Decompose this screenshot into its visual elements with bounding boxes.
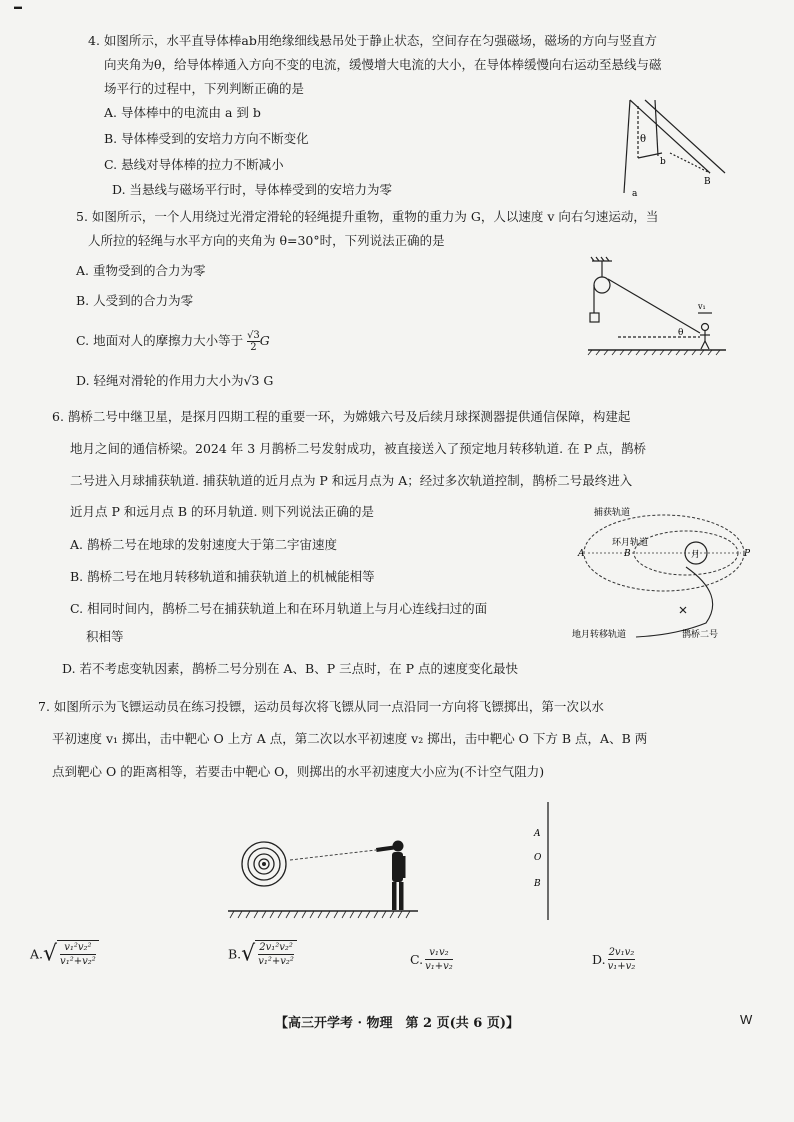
q6-stem-line-3: 二号进入月球捕获轨道. 捕获轨道的近月点为 P 和远月点为 A；经过多次轨道控制，鹊桥二号最终进入 xyxy=(70,473,633,488)
q7-answer-c-label: C. xyxy=(410,952,424,967)
q7-answer-c xyxy=(410,946,455,973)
q6-circular-orbit-label: 环月轨道 xyxy=(612,538,649,548)
q7-point-a-label: A xyxy=(534,829,541,839)
q4-a-label: a xyxy=(632,189,638,199)
q4-stem-line-2: 向夹角为θ，给导体棒通入方向不变的电流，缓慢增大电流的大小，在导体棒缓慢向右运动至悬线与磁 xyxy=(104,57,662,72)
q7-answer-d xyxy=(592,946,637,973)
q5-velocity-label: v₁ xyxy=(698,302,706,311)
q4-figure xyxy=(600,98,730,198)
q7-answer-d-label: D. xyxy=(592,952,606,967)
q7-answer-a: A.√ $\frac{\text{v₁²v₂²}}{\text{v₁²+v₂²}}$ xyxy=(30,940,99,968)
q5-option-b: B. 人受到的合力为零 xyxy=(76,293,194,308)
q5-theta-label: θ xyxy=(678,328,684,338)
q7-answer-b-den: v₁²+v₂² xyxy=(258,956,294,967)
q7-answer-b: B.√ $\frac{\text{2v₁²v₂²}}{\text{v₁²+v₂²}}$ xyxy=(228,940,297,968)
q6-transfer-orbit-label: 地月转移轨道 xyxy=(572,630,627,640)
q7-stem-line-3: 点到靶心 O 的距离相等，若要击中靶心 O，则掷出的水平初速度大小应为(不计空气阻力) xyxy=(52,764,545,779)
q5-option-d xyxy=(76,372,273,390)
q4-B-label: B xyxy=(704,177,711,187)
q4-option-b: B. 导体棒受到的安培力方向不断变化 xyxy=(104,131,309,146)
q7-point-o-label: O xyxy=(534,853,542,863)
q6-moon-label: 月 xyxy=(691,550,701,560)
q5-option-a: A. 重物受到的合力为零 xyxy=(76,263,206,278)
q5-option-c-text: C. 地面对人的摩擦力大小等于 xyxy=(76,333,244,348)
q6-option-c-line-2: 积相等 xyxy=(86,629,124,644)
q5-option-c xyxy=(76,330,270,353)
q5-option-d-text: D. 轻绳对滑轮的作用力大小为 xyxy=(76,373,244,388)
q6-stem-line-2: 地月之间的通信桥梁。2024 年 3 月鹊桥二号发射成功，被直接送入了预定地月转移轨道. 在 P 点，鹊桥 xyxy=(70,441,646,456)
q5-stem-line-2: 人所拉的轻绳与水平方向的夹角为 θ=30°时，下列说法正确的是 xyxy=(88,233,445,248)
q4-option-d: D. 当悬线与磁场平行时，导体棒受到的安培力为零 xyxy=(112,182,393,197)
q4-option-c: C. 悬线对导体棒的拉力不断减小 xyxy=(104,157,284,172)
q6-capture-orbit-label: 捕获轨道 xyxy=(594,508,631,518)
q7-scene-figure xyxy=(228,826,428,924)
q7-target-side-figure xyxy=(528,800,568,924)
q7-answer-a-label: A. xyxy=(30,946,44,962)
q6-option-c-line-1: C. 相同时间内，鹊桥二号在捕获轨道上和在环月轨道上与月心连线扫过的面 xyxy=(70,601,488,616)
q6-stem-line-1: 6. 鹊桥二号中继卫星，是探月四期工程的重要一环，为嫦娥六号及后续月球探测器提供通信保障，构建起 xyxy=(52,409,631,424)
q5-option-c-tail: G xyxy=(259,333,270,348)
watermark-letter: W xyxy=(740,1012,753,1027)
q7-answer-a-den: v₁²+v₂² xyxy=(60,956,96,967)
q7-point-b-label: B xyxy=(534,879,541,889)
q4-theta-label: θ xyxy=(640,134,647,145)
q6-stem-line-4: 近月点 P 和远月点 B 的环月轨道. 则下列说法正确的是 xyxy=(70,504,374,519)
q6-point-a-label: A xyxy=(578,549,585,559)
q6-option-b: B. 鹊桥二号在地月转移轨道和捕获轨道上的机械能相等 xyxy=(70,569,375,584)
q5-option-d-math: √3 G xyxy=(243,373,274,388)
q5-figure xyxy=(588,255,728,363)
q4-option-a: A. 导体棒中的电流由 a 到 b xyxy=(104,105,261,120)
q6-option-d: D. 若不考虑变轨因素，鹊桥二号分别在 A、B、P 三点时，在 P 点的速度变化最快 xyxy=(62,661,518,676)
q5-stem-line-1: 5. 如图所示，一个人用绕过光滑定滑轮的轻绳提升重物，重物的重力为 G，人以速度 v 向右匀速运动，当 xyxy=(76,209,659,224)
q6-satellite-label: 鹊桥二号 xyxy=(682,630,719,640)
q7-answer-d-den: v₁+v₂ xyxy=(607,961,636,972)
page-footer: 【高三开学考 · 物理 第 2 页(共 6 页)】 xyxy=(274,1016,520,1031)
q6-point-p-label: P xyxy=(744,549,751,559)
q7-answer-a-num: v₁²v₂² xyxy=(60,941,96,955)
q4-stem-line-3: 场平行的过程中，下列判断正确的是 xyxy=(104,81,305,96)
q7-answer-c-num: v₁v₂ xyxy=(425,946,453,960)
q7-stem-line-2: 平初速度 v₁ 掷出，击中靶心 O 上方 A 点，第二次以水平初速度 v₂ 掷出，击中靶心 O 下方 B 点，A、B 两 xyxy=(52,731,648,746)
q7-answer-b-num: 2v₁²v₂² xyxy=(259,942,293,953)
q7-answer-c-den: v₁+v₂ xyxy=(425,961,453,972)
q5-option-c-num: √3 xyxy=(247,330,260,341)
q7-stem-line-1: 7. 如图所示为飞镖运动员在练习投镖，运动员每次将飞镖从同一点沿同一方向将飞镖掷出，第一次以水 xyxy=(38,699,604,714)
q6-figure xyxy=(572,505,756,645)
q7-answer-d-num: 2v₁v₂ xyxy=(608,947,635,958)
q5-option-c-den: 2 xyxy=(250,342,257,353)
q7-answer-b-label: B. xyxy=(228,946,242,962)
q4-stem-line-1: 4. 如图所示，水平直导体棒ab用绝缘细线悬吊处于静止状态，空间存在匀强磁场，磁场的方向与竖直方 xyxy=(88,33,657,48)
q6-option-a: A. 鹊桥二号在地球的发射速度大于第二宇宙速度 xyxy=(70,537,337,552)
q4-b-label: b xyxy=(660,157,666,167)
q6-point-b-label: B xyxy=(624,549,631,559)
corner-mark: ▬ xyxy=(14,2,22,11)
